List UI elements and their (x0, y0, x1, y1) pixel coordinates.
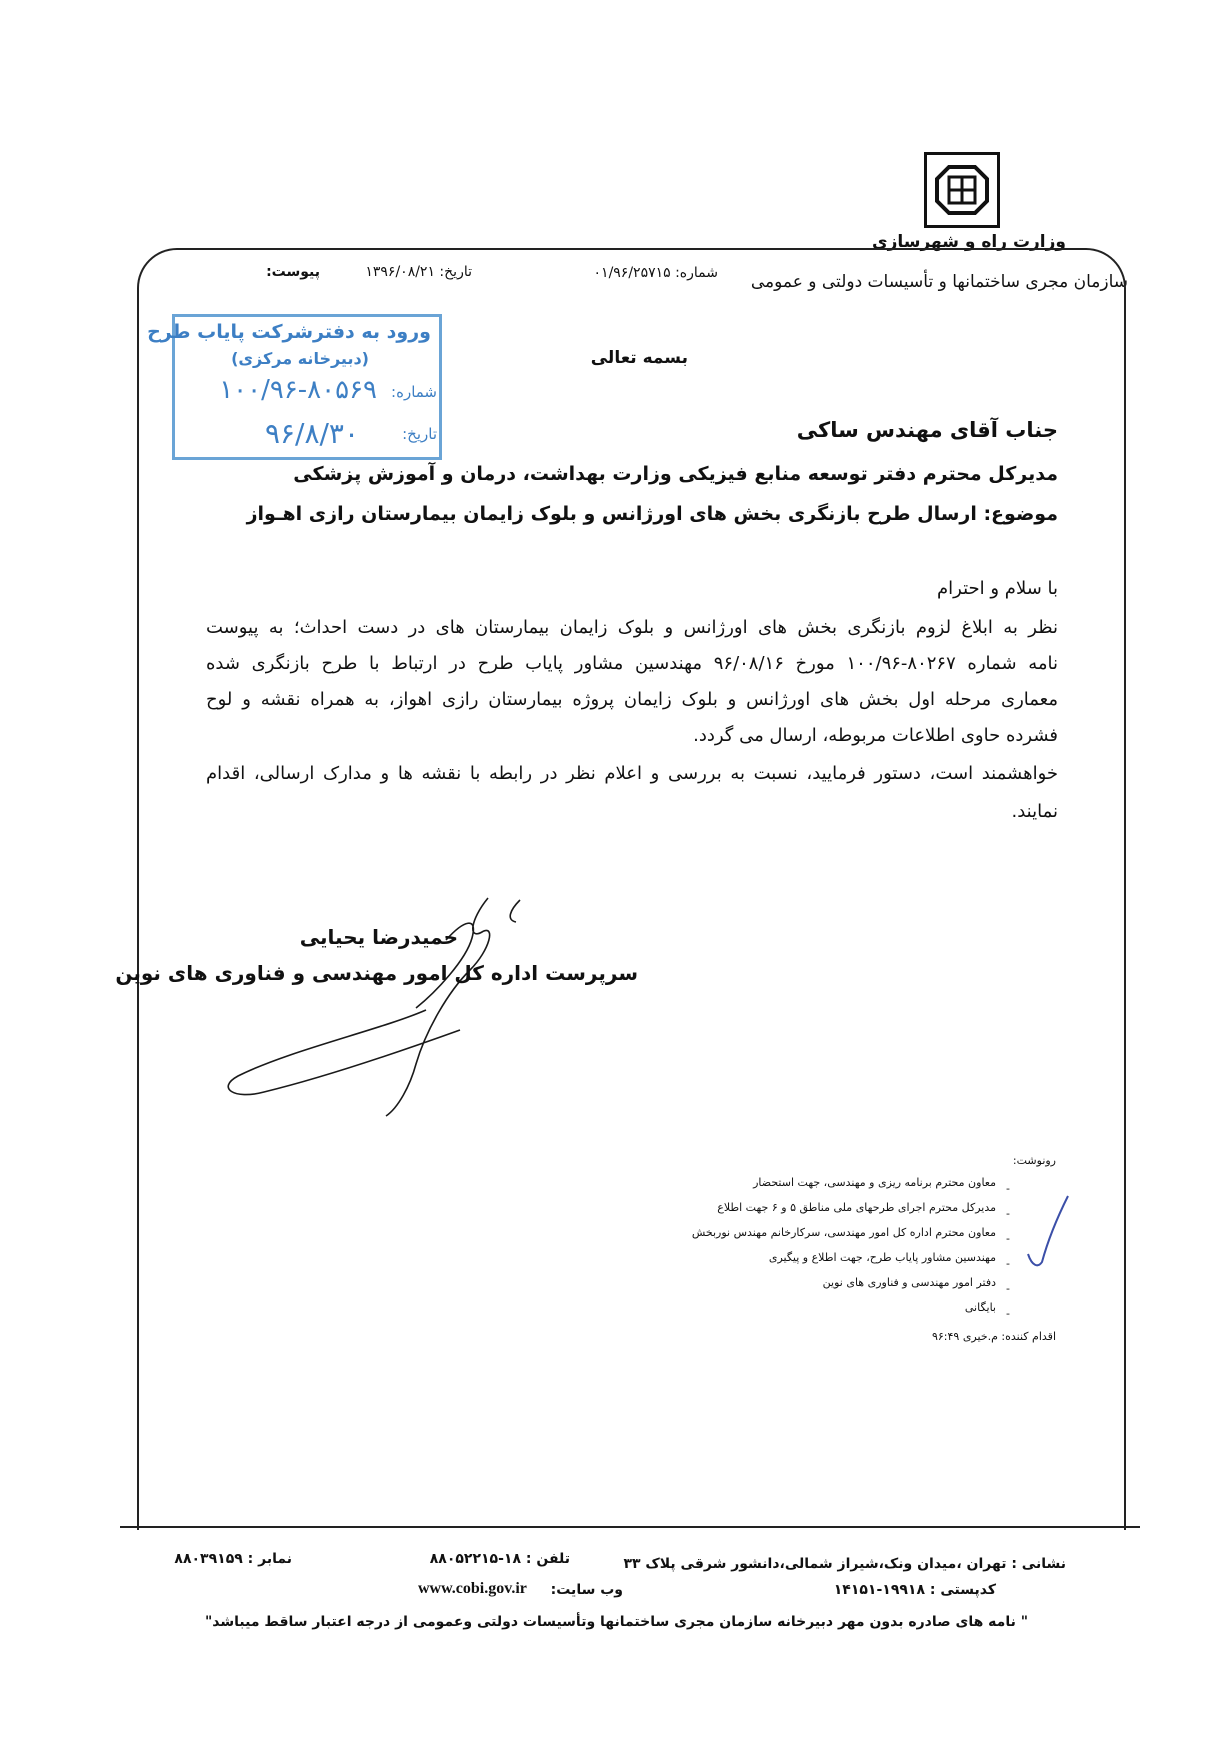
list-dash: - (1006, 1257, 1010, 1270)
recipient-title: مدیرکل محترم دفتر توسعه منابع فیزیکی وزارت بهداشت، درمان و آموزش پزشکی (293, 463, 1058, 485)
action-by: اقدام کننده: م.خیری ۹۶:۴۹ (931, 1330, 1056, 1343)
attachment-label: پیوست: (266, 264, 320, 280)
body-line: معماری مرحله اول بخش های اورژانس و بلوک زایمان پروژه بیمارستان رازی اهواز، به همراه نقشه و لوح (206, 689, 1058, 710)
copy-item: معاون محترم اداره کل امور مهندسی، سرکارخانم مهندس نوربخش (691, 1226, 996, 1239)
footer-disclaimer: " نامه های صادره بدون مهر دبیرخانه سازمان مجری ساختمانها وتأسیسات دولتی وعمومی از درجه اعتبار ساقط میباشد" (205, 1614, 1028, 1630)
request-line: نمایند. (1011, 801, 1058, 822)
invocation: بسمه تعالی (590, 348, 688, 368)
copy-item: معاون محترم برنامه ریزی و مهندسی، جهت استحضار (753, 1176, 996, 1189)
handwritten-signature (220, 880, 560, 1120)
copy-dashes (1006, 1176, 1010, 1326)
copy-item: بایگانی (964, 1301, 996, 1314)
logo-emblem-icon (927, 155, 997, 225)
ministry-name: وزارت راه و شهرسازی (871, 232, 1066, 252)
stamp-date-value: ۹۶/۸/۳۰ (264, 417, 359, 450)
request-line: خواهشمند است، دستور فرمایید، نسبت به بررسی و اعلام نظر در رابطه با نقشه ها و مدارک ارسالی، اقدام (206, 763, 1058, 784)
body-line: نامه شماره ۸۰۲۶۷-۱۰۰/۹۶ مورخ ۹۶/۰۸/۱۶ مهندسین مشاور پایاب طرح در ارتباط با طرح بازنگری شده (206, 653, 1059, 674)
checkmark-annotation-icon (1018, 1192, 1078, 1272)
stamp-title: ورود به دفترشرکت پایاب طرح (147, 321, 431, 343)
footer-divider (120, 1526, 1140, 1528)
organization-logo (924, 152, 1000, 228)
body-line: فشرده حاوی اطلاعات مربوطه، ارسال می گردد. (693, 725, 1058, 746)
body-line: نظر به ابلاغ لزوم بازنگری بخش های اورژانس و بلوک زایمان بیمارستان های در دست احداث؛ به پیوست (206, 617, 1058, 638)
footer-website-label: وب سایت: (550, 1582, 623, 1598)
list-dash: - (1006, 1182, 1010, 1195)
greeting: با سلام و احترام (937, 578, 1058, 599)
receipt-stamp (147, 314, 442, 460)
list-dash: - (1006, 1207, 1010, 1220)
signer-title: سرپرست اداره کل امور مهندسی و فناوری های نوین (115, 961, 638, 985)
letter-date-value: ۱۳۹۶/۰۸/۲۱ (365, 264, 435, 280)
list-dash: - (1006, 1282, 1010, 1295)
recipient-name: جناب آقای مهندس ساکی (796, 418, 1058, 442)
letter-number-value: ۰۱/۹۶/۲۵۷۱۵ (593, 265, 671, 281)
stamp-number-value: ۱۰۰/۹۶-۸۰۵۶۹ (219, 375, 377, 405)
footer-postal-code: کدپستی : ۱۹۹۱۸-۱۴۱۵۱ (833, 1582, 996, 1598)
copy-item: مهندسین مشاور پایاب طرح، جهت اطلاع و پیگیری (768, 1251, 996, 1264)
organization-name: سازمان مجری ساختمانها و تأسیسات دولتی و عمومی (750, 272, 1128, 292)
letter-date-label: تاریخ: (439, 264, 472, 280)
footer-phone: تلفن : ۱۸-۸۸۰۵۲۲۱۵ (429, 1551, 570, 1567)
footer-website[interactable]: www.cobi.gov.ir (418, 1580, 527, 1597)
copies-label: رونوشت: (1012, 1154, 1056, 1167)
letter-number-label: شماره: (675, 265, 718, 281)
list-dash: - (1006, 1232, 1010, 1245)
letter-subject: موضوع: ارسال طرح بازنگری بخش های اورژانس و بلوک زایمان بیمارستان رازی اهـواز (246, 503, 1058, 525)
copy-item: مدیرکل محترم اجرای طرحهای ملی مناطق ۵ و ۶ جهت اطلاع (717, 1201, 996, 1214)
signer-name: حمیدرضا یحیایی (299, 925, 458, 949)
copy-item: دفتر امور مهندسی و فناوری های نوین (822, 1276, 996, 1289)
list-dash: - (1006, 1307, 1010, 1320)
stamp-subtitle: (دبیرخانه مرکزی) (231, 349, 369, 368)
footer-address: نشانی : تهران ،میدان ونک،شیراز شمالی،دانشور شرقی پلاک ۳۳ (623, 1556, 1066, 1572)
stamp-date-label: تاریخ: (402, 425, 437, 443)
stamp-number-label: شماره: (391, 383, 437, 401)
footer-fax: نمابر : ۸۸۰۳۹۱۵۹ (174, 1551, 292, 1567)
